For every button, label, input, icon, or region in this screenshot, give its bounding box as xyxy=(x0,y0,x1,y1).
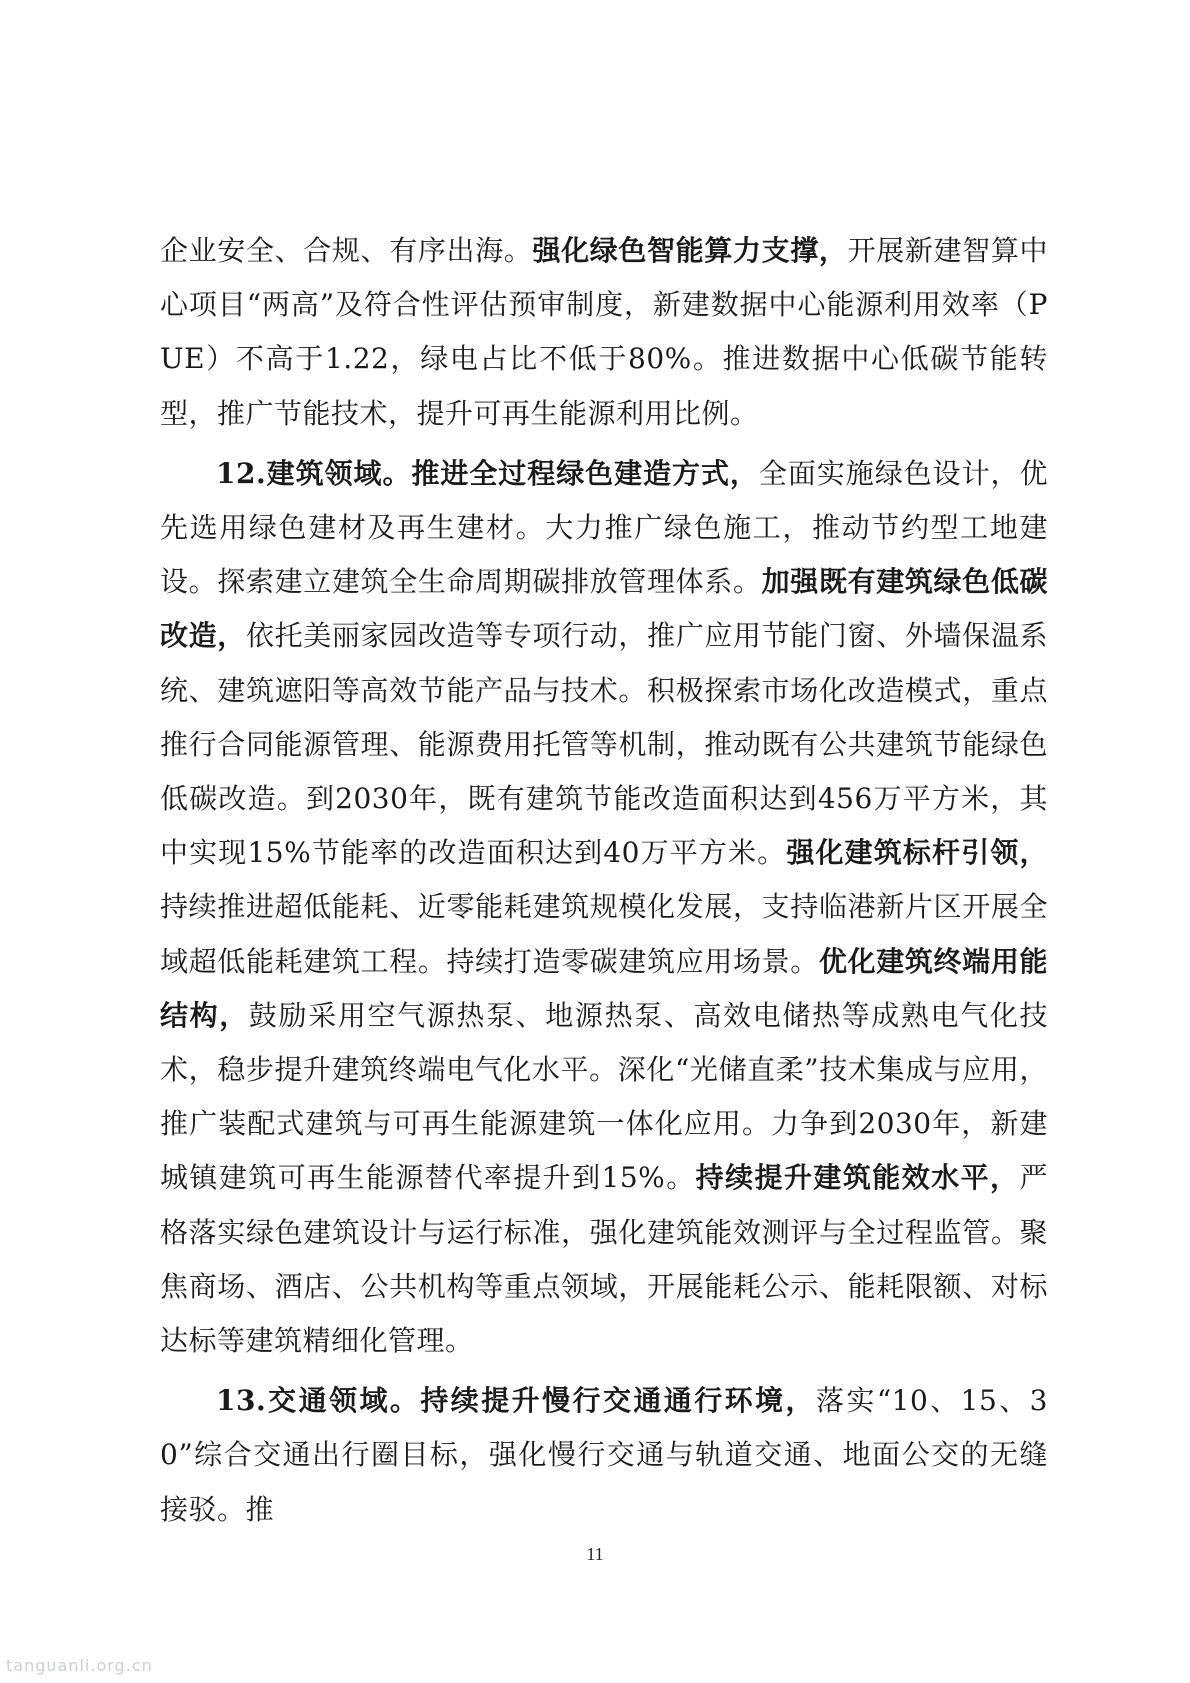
paragraph-3 xyxy=(160,1374,1048,1537)
paragraph-1 xyxy=(160,224,1048,441)
bold-heading-run: 12.建筑领域。 xyxy=(216,456,412,490)
text-run: 企业安全、合规、有序出海。 xyxy=(160,234,533,267)
watermark: tanguanli.org.cn xyxy=(6,1656,153,1675)
document-body xyxy=(160,224,1048,1537)
paragraph-2 xyxy=(160,447,1048,1368)
text-run: 鼓励采用空气源热泵、地源热泵、高效电储热等成熟电气化技术，稳步提升建筑终端电气化水平。深化“光储直柔”技术集成与应用，推广装配式建筑与可再生能源建筑一体化应用。力争到2030年，新建城镇建筑可再生能源替代率提升到15%。 xyxy=(160,998,1048,1195)
bold-heading-run: 持续提升建筑能效水平， xyxy=(695,1161,1020,1195)
bold-heading-run: 推进全过程绿色建造方式， xyxy=(411,456,759,490)
text-run: 开展新建智算中心项目“两高”及符合性评估预审制度，新建数据中心能源利用效率（PUE）不高于1.22，绿电占比不低于80%。推进数据中心低碳节能转型，推广节能技术，提升可再生能源利用比例。 xyxy=(160,234,1048,430)
text-run: 持续推进超低能耗、近零能耗建筑规模化发展，支持临港新片区开展全域超低能耗建筑工程。持续打造零碳建筑应用场景。 xyxy=(160,890,1048,978)
bold-heading-run: 优化建筑终端用能结构， xyxy=(160,944,1048,1032)
bold-heading-run: 强化建筑标杆引领， xyxy=(786,836,1048,870)
page-number: 11 xyxy=(586,1544,604,1564)
bold-heading-run: 强化绿色智能算力支撑， xyxy=(532,234,848,267)
bold-heading-run: 加强既有建筑绿色低碳改造， xyxy=(160,565,1048,653)
bold-heading-run: 持续提升慢行交通通行环境， xyxy=(420,1384,816,1418)
bold-heading-run: 13.交通领域。 xyxy=(216,1384,421,1418)
text-run: 全面实施绿色设计，优先选用绿色建材及再生建材。大力推广绿色施工，推动节约型工地建设。探索建立建筑全生命周期碳排放管理体系。 xyxy=(160,456,1048,599)
text-run: 落实“10、15、30”综合交通出行圈目标，强化慢行交通与轨道交通、地面公交的无缝接驳。推 xyxy=(160,1384,1048,1526)
text-run: 严格落实绿色建筑设计与运行标准，强化建筑能效测评与全过程监管。聚焦商场、酒店、公共机构等重点领域，开展能耗公示、能耗限额、对标达标等建筑精细化管理。 xyxy=(160,1161,1048,1358)
text-run: 依托美丽家园改造等专项行动，推广应用节能门窗、外墙保温系统、建筑遮阳等高效节能产品与技术。积极探索市场化改造模式，重点推行合同能源管理、能源费用托管等机制，推动既有公共建筑节能绿色低碳改造。到2030年，既有建筑节能改造面积达到456万平方米，其中实现15%节能率的改造面积达到40万平方米。 xyxy=(160,619,1048,870)
